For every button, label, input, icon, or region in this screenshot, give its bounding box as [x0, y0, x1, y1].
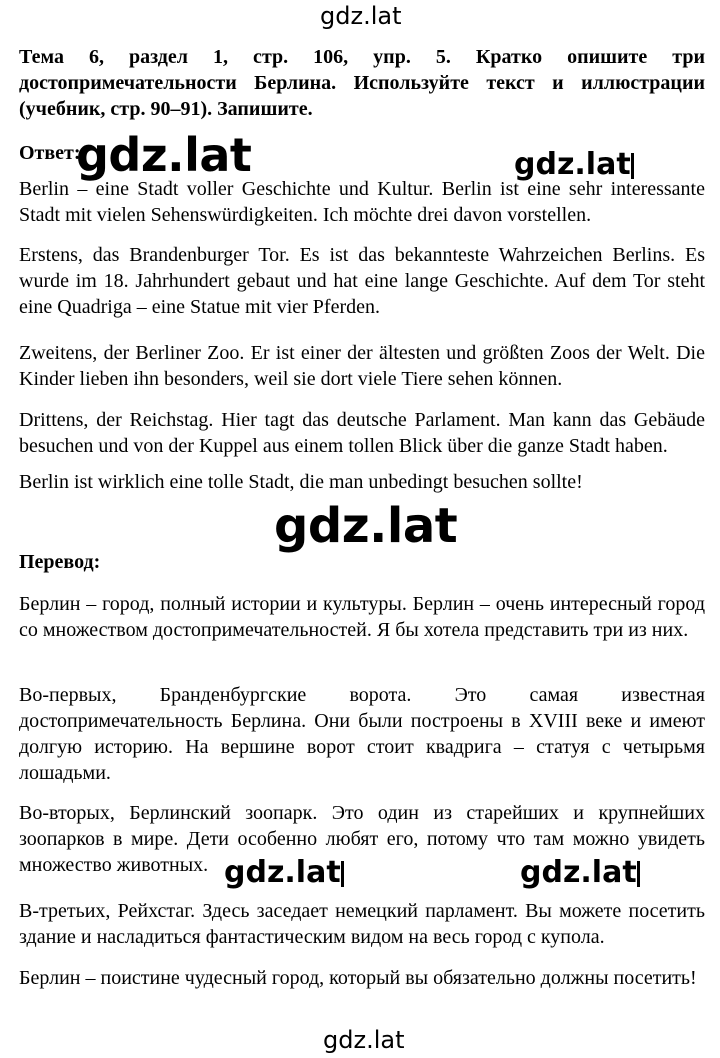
watermark-lower-right — [518, 855, 642, 890]
translation-label: Перевод: — [19, 551, 101, 573]
watermark-header-left-text: gdz.lat — [76, 128, 252, 182]
answer-paragraph-3: Zweitens, der Berliner Zoo. Er ist einer der ältesten und größten Zoos der Welt. Die Kinder lieben ihn besonders, weil sie dort viele Tiere sehen können. — [19, 342, 705, 390]
watermark-caret-icon — [631, 153, 634, 179]
watermark-top: gdz.lat — [320, 2, 402, 30]
translation-paragraph-1: Берлин – город, полный истории и культуры. Берлин – очень интересный город со множеством достопримечательностей. Я бы хотела представить три из них. — [19, 593, 705, 641]
watermark-lower-right-text: gdz.lat — [520, 855, 637, 890]
task-heading: Тема 6, раздел 1, стр. 106, упр. 5. Кратко опишите три достопримечательности Берлина. Используйте текст и иллюстрации (учебник, стр. 90–91). Запишите. — [19, 46, 705, 120]
watermark-caret-icon — [341, 861, 344, 887]
answer-paragraph-2: Erstens, das Brandenburger Tor. Es ist das bekannteste Wahrzeichen Berlins. Es wurde im 18. Jahrhundert gebaut und hat eine lange Geschichte. Auf dem Tor steht eine Quadriga – eine Statue mit vier Pferden. — [19, 244, 705, 318]
translation-paragraph-3: Во-вторых, Берлинский зоопарк. Это один из старейших и крупнейших зоопарков в мире. Дети особенно любят его, потому что там можно увидеть множество животных. — [19, 802, 705, 876]
watermark-header-right-text: gdz.lat — [514, 147, 631, 182]
watermark-lower-left — [222, 855, 346, 890]
watermark-lower-left-text: gdz.lat — [224, 855, 341, 890]
translation-paragraph-4: В-третьих, Рейхстаг. Здесь заседает немецкий парламент. Вы можете посетить здание и насладиться фантастическим видом на весь город с купола. — [19, 900, 705, 948]
translation-paragraph-2: Во-первых, Бранденбургские ворота. Это самая известная достопримечательность Берлина. Они были построены в XVIII веке и имеют долгую историю. На вершине ворот стоит квадрига – статуя с четырьмя лошадьми. — [19, 684, 705, 784]
watermark-bottom: gdz.lat — [323, 1026, 405, 1054]
answer-paragraph-5: Berlin ist wirklich eine tolle Stadt, die man unbedingt besuchen sollte! — [19, 471, 583, 493]
watermark-caret-icon — [637, 861, 640, 887]
answer-paragraph-4: Drittens, der Reichstag. Hier tagt das deutsche Parlament. Man kann das Gebäude besuchen und von der Kuppel aus einem tollen Blick über die ganze Stadt haben. — [19, 409, 705, 457]
watermark-center: gdz.lat — [274, 498, 458, 554]
watermark-header-left — [76, 128, 251, 182]
answer-paragraph-1: Berlin – eine Stadt voller Geschichte und Kultur. Berlin ist eine sehr interessante Stadt mit vielen Sehenswürdigkeiten. Ich möchte drei davon vorstellen. — [19, 178, 705, 226]
answer-label: Ответ: — [19, 142, 81, 164]
translation-paragraph-5: Берлин – поистине чудесный город, который вы обязательно должны посетить! — [19, 967, 697, 989]
